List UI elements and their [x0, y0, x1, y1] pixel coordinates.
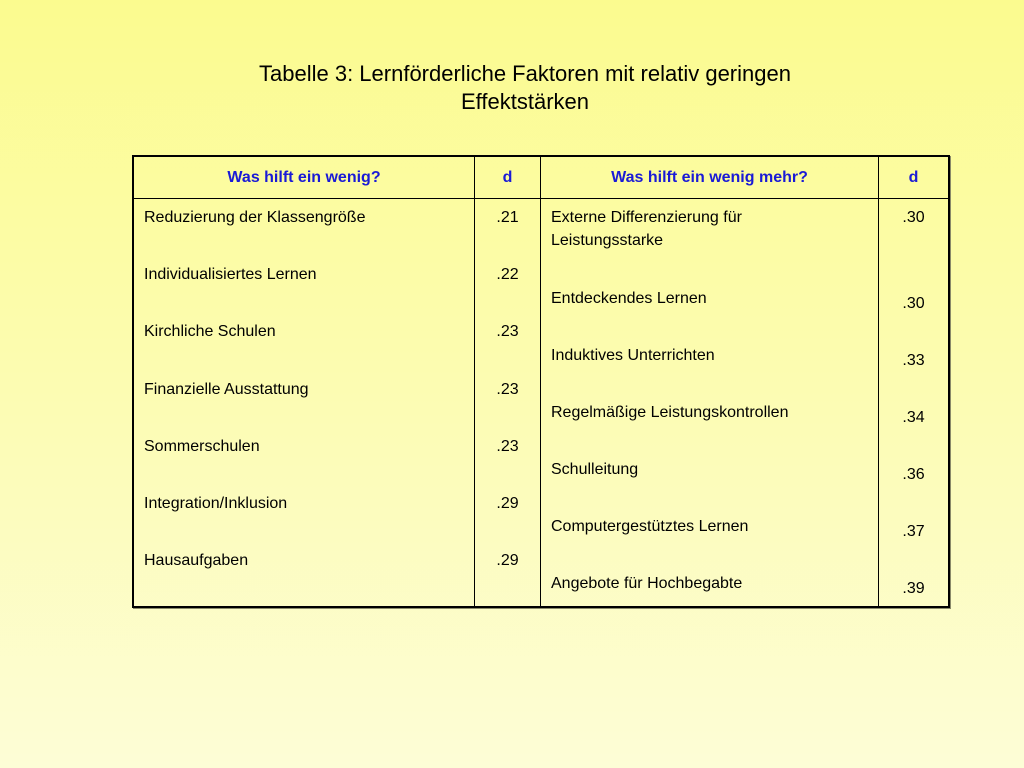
factor-cell: Finanzielle Ausstattung: [144, 381, 309, 398]
factor-cell: Reduzierung der Klassengröße: [144, 209, 366, 226]
factor-cell: Individualisiertes Lernen: [144, 266, 317, 283]
factor-cell: Externe Differenzierung für: [551, 209, 742, 226]
d-value-cell: .21: [496, 209, 519, 226]
column-d-right: [879, 157, 948, 606]
d-value-cell: .36: [902, 466, 925, 483]
d-value-cell: .33: [902, 352, 925, 369]
column-helps-a-little-more: [541, 157, 879, 606]
header-helps-a-little-more: Was hilft ein wenig mehr?: [541, 157, 878, 199]
column-d-left: [475, 157, 541, 606]
factor-cell: Angebote für Hochbegabte: [551, 575, 743, 592]
factor-cell: Integration/Inklusion: [144, 495, 288, 512]
d-value-cell: .29: [496, 495, 519, 512]
slide-title-line-1: Tabelle 3: Lernförderliche Faktoren mit relativ geringen: [259, 61, 791, 86]
factor-cell: Entdeckendes Lernen: [551, 290, 707, 307]
factor-cell: Schulleitung: [551, 461, 639, 478]
d-value-cell: .22: [496, 266, 519, 283]
factor-cell: Regelmäßige Leistungskontrollen: [551, 404, 789, 421]
d-value-cell: .30: [902, 209, 925, 226]
d-value-cell: .37: [902, 523, 925, 540]
column-helps-a-little: [134, 157, 475, 606]
d-value-cell: .39: [902, 580, 925, 597]
header-d-right: d: [879, 157, 948, 199]
d-value-cell: .34: [902, 409, 925, 426]
slide-title-line-2: Effektstärken: [461, 89, 589, 114]
header-d-left: d: [475, 157, 540, 199]
factor-cell: Kirchliche Schulen: [144, 323, 276, 340]
slide-title: [120, 60, 930, 116]
d-value-cell: .30: [902, 295, 925, 312]
factor-cell: Induktives Unterrichten: [551, 347, 715, 364]
d-value-cell: .29: [496, 552, 519, 569]
factor-cell: Computergestütztes Lernen: [551, 518, 749, 535]
d-value-cell: .23: [496, 438, 519, 455]
d-value-cell: .23: [496, 381, 519, 398]
d-value-cell: .23: [496, 323, 519, 340]
factor-cell: Sommerschulen: [144, 438, 260, 455]
effect-size-table: [132, 155, 950, 608]
header-helps-a-little: Was hilft ein wenig?: [134, 157, 474, 199]
factor-cell-continued: Leistungsstarke: [551, 232, 664, 249]
factor-cell: Hausaufgaben: [144, 552, 249, 569]
